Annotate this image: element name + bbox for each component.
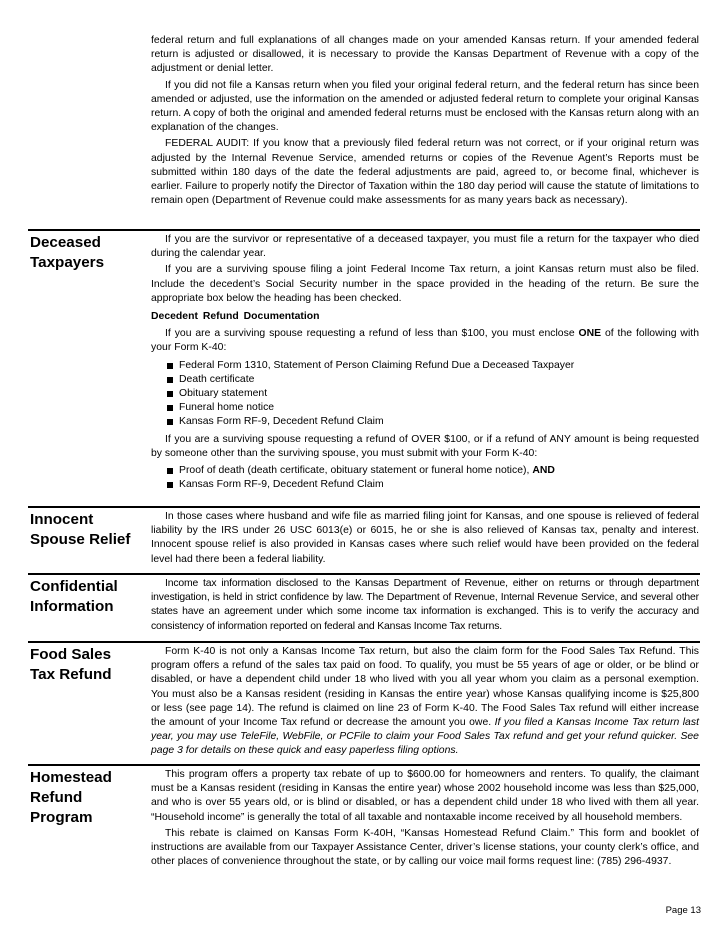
refund-docs-list (165, 359, 699, 430)
list-item: Kansas Form RF-9, Decedent Refund Claim (165, 415, 699, 429)
section-divider (28, 764, 700, 766)
homestead-paragraph: This program offers a property tax rebate of up to $600.00 for homeowners and renters. To qualify, the claimant must be a Kansas resident (residing in Kansas the entire year) whose 2002 household income was less than $25,000, and who is over 55 years old, or is blind or disabled, or has a dependent child under 18 who lived with them all year. “Household income” is generally the total of all taxable and nontaxable income received by all household members. (151, 769, 699, 823)
innocent-body (151, 510, 699, 569)
section-divider (28, 506, 700, 508)
section-divider (28, 641, 700, 643)
homestead-body (151, 768, 699, 871)
confidential-body (151, 577, 699, 636)
amended-body (151, 34, 699, 210)
deceased-paragraph: If you are the survivor or representative of a deceased taxpayer, you must file a return for the taxpayer who died during the calendar year. (151, 234, 699, 260)
deceased-body (151, 233, 699, 495)
deceased-paragraph: If you are a surviving spouse requesting a refund of OVER $100, or if a refund of ANY amount is being requested by someone other than the surviving spouse, you must submit with your Form K-40: (151, 433, 699, 459)
list-item: Proof of death (death certificate, obituary statement or funeral home notice), AND (165, 464, 699, 478)
list-item: Death certificate (165, 373, 699, 387)
section-divider (28, 229, 700, 231)
section-heading: Homestead Refund Program (30, 769, 112, 826)
confidential-paragraph: Income tax information disclosed to the Kansas Department of Revenue, either on returns or through department investigation, is held in strict confidence by law. The Department of Revenue, Internal Revenue Service, and several other states have an agreement under which some income tax information is exchanged. This is to verify the accuracy and consistency of information reported on federal and Kansas Income Tax returns. (151, 578, 699, 632)
amended-paragraph: If you did not file a Kansas return when you filed your original federal return, and the federal return has since been amended or adjusted, use the information on the amended or adjusted federal return to complete your original Kansas return. A copy of both the original and amended federal returns must be enclosed with the Kansas return along with an explanation of the changes. (151, 79, 699, 134)
deceased-paragraph: If you are a surviving spouse requesting a refund of less than $100, you must enclose ONE of the following with your Form K-40: (151, 328, 699, 354)
section-heading: Food Sales Tax Refund (30, 646, 112, 683)
homestead-paragraph: This rebate is claimed on Kansas Form K-40H, “Kansas Homestead Refund Claim.” This form and booklet of instructions are available from our Taxpayer Assistance Center, driver’s license stations, your county clerk’s office, and other places of convenience throughout the state, or by calling our voice mail forms request line: (785) 296-4937. (151, 827, 699, 868)
innocent-paragraph: In those cases where husband and wife file as married filing joint for Kansas, and one spouse is relieved of federal liability by the IRS under 26 USC 6013(e) or 6015, he or she is also relieved of Kansas tax, penalty and interest. Innocent spouse relief is also provided in Kansas cases where such relief would have been provided on the federal level had there been a federal liability. (151, 511, 699, 565)
amended-paragraph: federal return and full explanations of all changes made on your amended Kansas return. If your amended federal return is adjusted or disallowed, it is necessary to provide the Kansas Department of Revenue with a copy of the adjustment or denial letter. (151, 35, 699, 75)
section-divider (28, 573, 700, 575)
refund-docs-list-2 (165, 464, 699, 492)
list-item: Obituary statement (165, 387, 699, 401)
section-heading: Innocent Spouse Relief (30, 511, 131, 548)
section-heading: Deceased Taxpayers (30, 234, 105, 271)
page-number: Page 13 (665, 905, 701, 916)
food-body (151, 645, 699, 761)
food-paragraph: Form K-40 is not only a Kansas Income Tax return, but also the claim form for the Food Sales Tax Refund. This program offers a refund of the sales tax paid on food. To qualify, you must be 55 years of age or older, or be blind or disabled, or have a dependent child under 18 who lived with you all year whom you claim as a personal exemption. You must also be a Kansas resident (residing in Kansas the entire year) whose Kansas qualifying income is $25,800 or less (see page 14). The refund is claimed on line 23 of Form K-40. The Food Sales Tax refund will either increase the amount of your Income Tax refund or decrease the amount you owe. If you filed a Kansas Income Tax return last year, you may use TeleFile, WebFile, or PCFile to claim your Food Sales Tax refund and get your refund quicker. See page 3 for details on these quick and easy paperless filing options. (151, 646, 699, 757)
list-item: Funeral home notice (165, 401, 699, 415)
list-item: Kansas Form RF-9, Decedent Refund Claim (165, 478, 699, 492)
section-heading: Confidential Information (30, 578, 118, 615)
federal-audit-paragraph: FEDERAL AUDIT: If you know that a previously filed federal return was not correct, or if your original return was adjusted by the Internal Revenue Service, amended returns or copies of the Revenue Agent’s Reports must be submitted within 180 days of the date the federal adjustments are paid, agreed to, or become final, whichever is earlier. Failure to properly notify the Director of Taxation within the 180 day period will cause the statute of limitations to remain open (Department of Revenue could make assessments for as many years back as necessary). (151, 138, 699, 207)
list-item: Federal Form 1310, Statement of Person Claiming Refund Due a Deceased Taxpayer (165, 359, 699, 373)
deceased-paragraph: If you are a surviving spouse filing a joint Federal Income Tax return, a joint Kansas return must also be filed. Include the decedent’s Social Security number in the space provided in the heading of the return. Be sure the appropriate box below the heading has been checked. (151, 264, 699, 304)
decedent-refund-subheading: Decedent Refund Documentation (151, 311, 320, 323)
